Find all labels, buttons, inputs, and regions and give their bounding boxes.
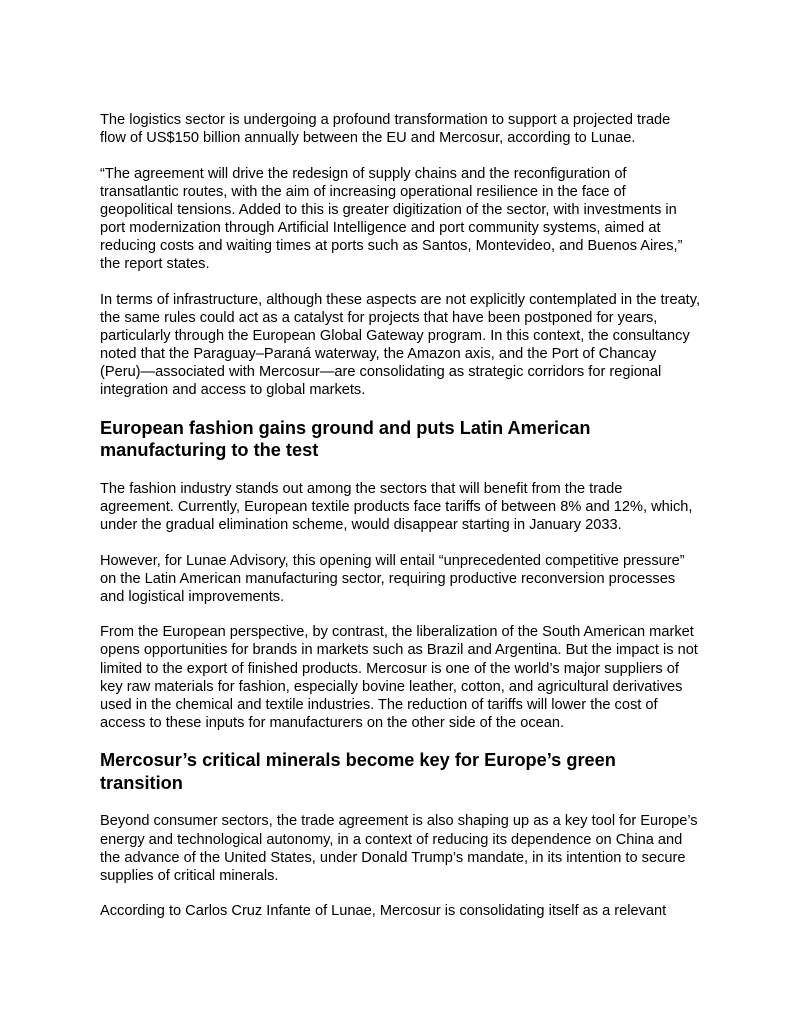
paragraph-competitive-pressure: However, for Lunae Advisory, this opening will entail “unprecedented competitive pressure” on the Latin American manufacturing sector, requiring productive reconversion processes and logistical improvements. (100, 552, 685, 605)
paragraph-infrastructure: In terms of infrastructure, although these aspects are not explicitly contemplated in the treaty, the same rules could act as a catalyst for projects that have been postponed for years, particularly through the European Global Gateway program. In this context, the consultancy noted that the Paraguay–Paraná waterway, the Amazon axis, and the Port of Chancay (Peru)—associated with Mercosur—are consolidating as strategic corridors for regional integration and access to global markets. (100, 291, 701, 399)
paragraph-logistics-intro: The logistics sector is undergoing a profound transformation to support a projected trade flow of US$150 billion annually between the EU and Mercosur, according to Lunae. (100, 112, 671, 147)
heading-european-fashion: European fashion gains ground and puts Latin American manufacturing to the test (100, 417, 591, 461)
paragraph-energy-autonomy: Beyond consumer sectors, the trade agreement is also shaping up as a key tool for Europe’s energy and technological autonomy, in a context of reducing its dependence on China and the advance of the United States, under Donald Trump’s mandate, in its intention to secure supplies of critical minerals. (100, 813, 698, 884)
paragraph-carlos-cruz: According to Carlos Cruz Infante of Lunae, Mercosur is consolidating itself as a relevant (100, 903, 667, 920)
paragraph-agreement-quote: “The agreement will drive the redesign of supply chains and the reconfiguration of transatlantic routes, with the aim of increasing operational resilience in the face of geopolitical tensions. Added to this is greater digitization of the sector, with investments in port modernization through Artificial Intelligence and port community systems, aimed at reducing costs and waiting times at ports such as Santos, Montevideo, and Buenos Aires,” the report states. (100, 165, 683, 273)
document-page (100, 111, 700, 938)
paragraph-european-perspective: From the European perspective, by contrast, the liberalization of the South American market opens opportunities for brands in markets such as Brazil and Argentina. But the impact is not limited to the export of finished products. Mercosur is one of the world’s major suppliers of key raw materials for fashion, especially bovine leather, cotton, and agricultural derivatives used in the chemical and textile industries. The reduction of tariffs will lower the cost of access to these inputs for manufacturers on the other side of the ocean. (100, 624, 698, 731)
paragraph-fashion-tariffs: The fashion industry stands out among the sectors that will benefit from the trade agreement. Currently, European textile products face tariffs of between 8% and 12%, which, under the gradual elimination scheme, would disappear starting in January 2033. (100, 480, 693, 533)
heading-critical-minerals: Mercosur’s critical minerals become key for Europe’s green transition (100, 750, 616, 793)
